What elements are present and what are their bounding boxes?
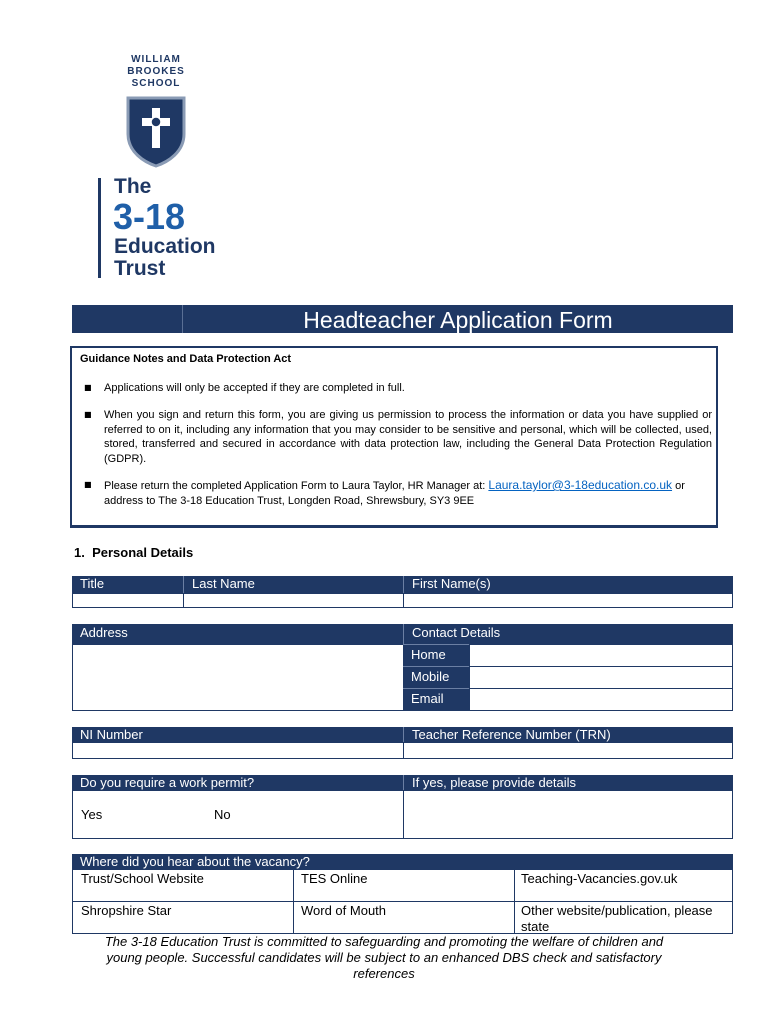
last-name-header: Last Name bbox=[183, 576, 403, 593]
work-permit-header: Do you require a work permit? bbox=[72, 775, 403, 791]
vacancy-source-header: Where did you hear about the vacancy? bbox=[72, 854, 733, 870]
option-label: Other website/publication, please state bbox=[521, 903, 713, 934]
bullet-marker: ■ bbox=[84, 410, 92, 419]
vacancy-option-shropshire-star[interactable] bbox=[72, 901, 294, 934]
section-heading: 1. Personal Details bbox=[74, 545, 194, 560]
guidance-bullet-3-prefix: Please return the completed Application Form to Laura Taylor, HR Manager at: bbox=[104, 480, 489, 492]
mobile-label: Mobile bbox=[403, 666, 469, 688]
vacancy-option-trust-site[interactable] bbox=[72, 869, 294, 902]
email-label: Email bbox=[403, 688, 469, 711]
guidance-bullet-2 bbox=[80, 408, 712, 466]
trust-logo-line1: The bbox=[114, 175, 152, 198]
vacancy-option-word-of-mouth[interactable] bbox=[293, 901, 515, 934]
title-header: Title bbox=[72, 576, 183, 593]
trust-logo-bar bbox=[98, 178, 101, 278]
home-label: Home bbox=[403, 644, 469, 666]
address-header: Address bbox=[72, 624, 403, 644]
permit-details-header: If yes, please provide details bbox=[403, 775, 733, 791]
email-field[interactable] bbox=[469, 688, 733, 711]
first-name-header: First Name(s) bbox=[403, 576, 733, 593]
option-label: Teaching-Vacancies.gov.uk bbox=[521, 871, 678, 886]
guidance-bullet-1 bbox=[80, 381, 710, 395]
no-label: No bbox=[214, 807, 231, 822]
work-permit-answer-cell bbox=[72, 790, 404, 839]
school-logo bbox=[110, 50, 202, 172]
contact-header: Contact Details bbox=[403, 624, 733, 644]
vacancy-option-tes[interactable] bbox=[293, 869, 515, 902]
trust-logo-line3: Education bbox=[114, 235, 216, 258]
trn-field[interactable] bbox=[403, 742, 733, 759]
option-label: Shropshire Star bbox=[81, 903, 172, 918]
ni-number-header: NI Number bbox=[72, 727, 403, 743]
form-title-bar bbox=[72, 305, 733, 333]
guidance-bullet-3 bbox=[80, 478, 712, 508]
guidance-bullet-1-text: Applications will only be accepted if they are completed in full. bbox=[104, 382, 405, 394]
guidance-bullet-3-text bbox=[104, 478, 712, 508]
trust-logo bbox=[98, 176, 248, 280]
title-field[interactable] bbox=[72, 593, 184, 608]
mobile-phone-field[interactable] bbox=[469, 666, 733, 689]
guidance-bullet-2-text: When you sign and return this form, you are giving us permission to process the information or data you have supplied or referred to on it, including any information that you may consider to be sensitive and personal, which will be collected, used, stored, transferred and secured in accordance with data protection law, including the General Data Protection Regulation (GDPR). bbox=[104, 409, 712, 465]
bullet-marker: ■ bbox=[84, 480, 92, 489]
trn-header: Teacher Reference Number (TRN) bbox=[403, 727, 733, 743]
trust-logo-line4: Trust bbox=[114, 257, 166, 280]
school-name-line3: SCHOOL bbox=[131, 78, 181, 89]
school-name-line1: WILLIAM bbox=[131, 54, 181, 65]
bullet-marker: ■ bbox=[84, 383, 92, 392]
vacancy-option-teaching-vacancies[interactable] bbox=[514, 869, 733, 902]
guidance-box bbox=[70, 346, 718, 528]
permit-details-field[interactable] bbox=[403, 790, 733, 839]
option-label: TES Online bbox=[301, 871, 368, 886]
address-field[interactable] bbox=[72, 644, 404, 711]
crest-shield-icon bbox=[124, 94, 188, 168]
ni-number-field[interactable] bbox=[72, 742, 404, 759]
guidance-bullet-3-suffix: or address to The 3-18 Education Trust, Longden Road, Shrewsbury, SY3 9EE bbox=[104, 480, 685, 507]
option-label: Trust/School Website bbox=[81, 871, 204, 886]
trust-logo-line2: 3-18 bbox=[113, 196, 186, 237]
home-phone-field[interactable] bbox=[469, 644, 733, 667]
first-name-field[interactable] bbox=[403, 593, 733, 608]
option-label: Word of Mouth bbox=[301, 903, 387, 918]
yes-label: Yes bbox=[81, 807, 103, 822]
school-name-line2: BROOKES bbox=[127, 66, 185, 77]
last-name-field[interactable] bbox=[183, 593, 404, 608]
form-title: Headteacher Application Form bbox=[303, 307, 613, 333]
safeguarding-statement: The 3-18 Education Trust is committed to safeguarding and promoting the welfare of children and young people. Successful candidates will be subject to an enhanced DBS check and satisfactory references bbox=[104, 934, 664, 981]
guidance-heading: Guidance Notes and Data Protection Act bbox=[80, 353, 292, 365]
hr-email-link[interactable]: Laura.taylor@3-18education.co.uk bbox=[488, 478, 673, 492]
vacancy-option-other[interactable] bbox=[514, 901, 733, 934]
